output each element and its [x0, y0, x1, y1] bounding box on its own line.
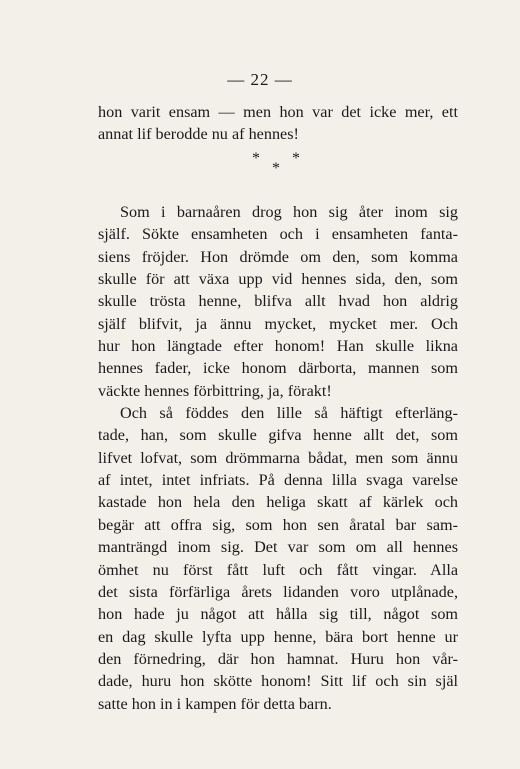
body-text	[98, 201, 458, 715]
text-line: Och så föddes den lille så häftigt efterläng-	[120, 404, 458, 423]
text-line: hur hon längtade efter honom! Han skulle likna	[98, 337, 458, 356]
paragraph-continued	[98, 101, 458, 146]
section-break-asterism	[246, 150, 306, 180]
text-line: det sista förfärliga årets lidanden voro utplånade,	[98, 582, 458, 601]
text-line: skulle för att växa upp vid hennes sida, den, som	[98, 270, 458, 289]
asterisk: *	[292, 150, 300, 167]
text-line: själf blifvit, ja ännu mycket, mycket mer. Och	[98, 314, 458, 333]
text-line: dade, huru hon skötte honom! Sitt lif och sin själ	[98, 672, 458, 691]
asterisk: *	[272, 160, 280, 177]
text-line: Som i barnaåren drog hon sig åter inom sig	[120, 203, 458, 221]
text-line: skulle trösta henne, blifva allt hvad hon aldrig	[98, 292, 458, 311]
asterisk: *	[252, 150, 260, 167]
text-line: den förnedring, där hon hamnat. Huru hon vår-	[98, 649, 458, 668]
text-line: manträngd inom sig. Det var som om all hennes	[98, 538, 458, 557]
text-line: lifvet lofvat, som drömmarna bådat, men som ännu	[98, 448, 458, 467]
text-line: hon varit ensam — men hon var det icke mer, ett	[98, 103, 458, 121]
text-line: begär att offra sig, som hon sen åratal bar sam-	[98, 515, 458, 534]
text-line: en dag skulle lyfta upp henne, bära bort henne ur	[98, 627, 458, 646]
text-line: hon hade ju något att hålla sig till, något som	[98, 605, 458, 624]
text-line: väckte hennes förbittring, ja, förakt!	[98, 381, 332, 400]
text-line: hennes fader, icke honom därborta, mannen som	[98, 359, 458, 378]
text-line: siens fröjder. Hon drömde om den, som komma	[98, 247, 458, 266]
text-line: annat lif berodde nu af hennes!	[98, 125, 299, 144]
text-line: af intet, intet infriats. På denna lilla svaga varelse	[98, 471, 458, 490]
text-line: själf. Sökte ensamheten och i ensamheten fanta-	[98, 225, 458, 244]
text-line: ömhet nu först fått luft och fått vingar. Alla	[98, 560, 458, 579]
text-line: kastade hon hela den heliga skatt af kärlek och	[98, 493, 458, 512]
text-line: satte hon in i kampen för detta barn.	[98, 694, 332, 713]
page-number: — 22 —	[227, 70, 293, 89]
text-line: tade, han, som skulle gifva henne allt det, som	[98, 426, 458, 445]
